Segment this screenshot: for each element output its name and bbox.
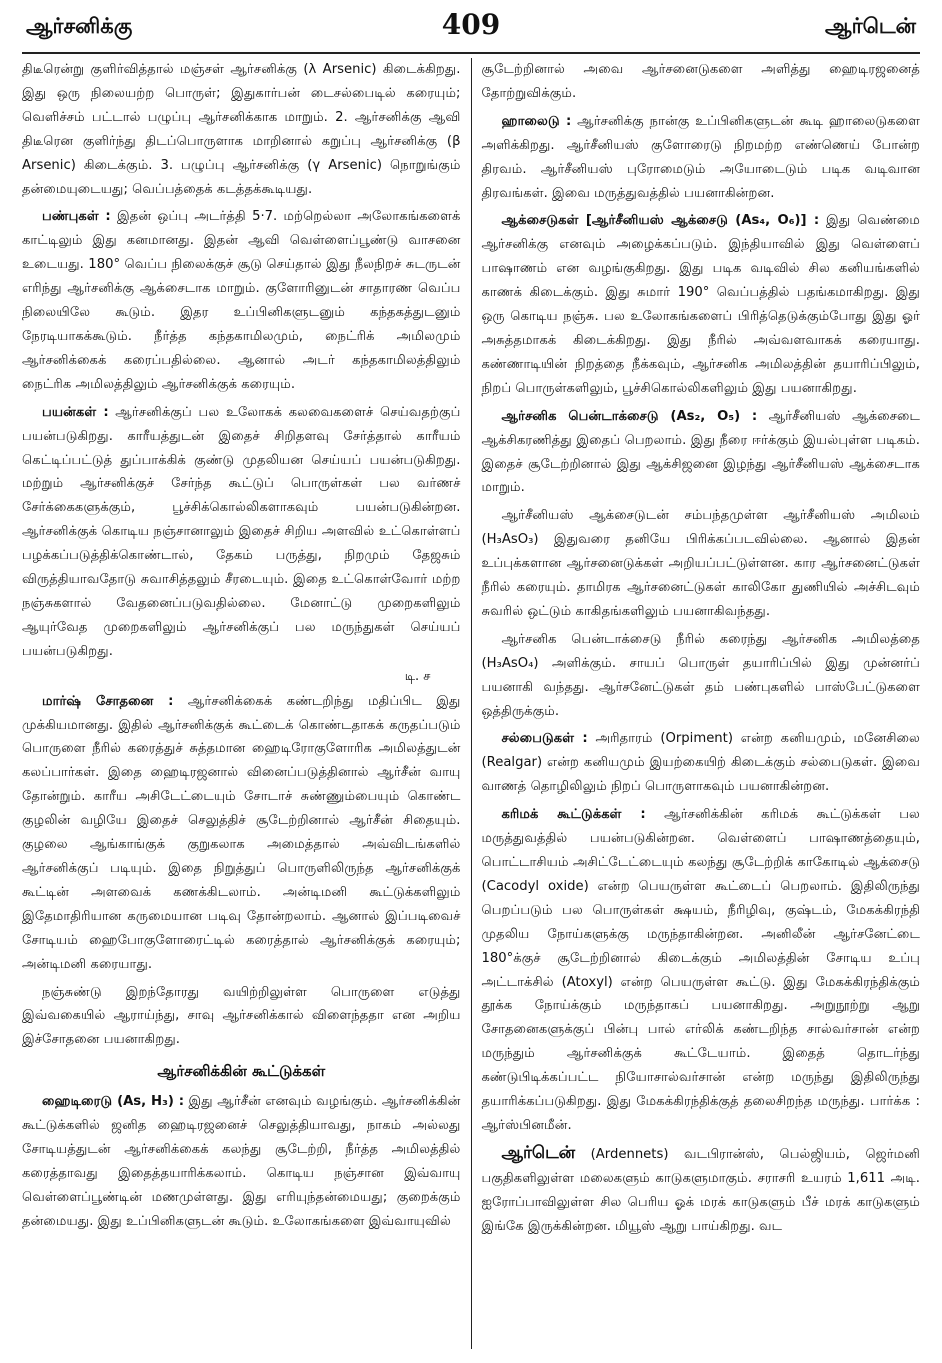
oxides-text: இது வெண்மை ஆர்சனிக்கு எனவும் அழைக்கப்படும். இந்தியாவில் இது வெள்ளைப் பாஷாணம் என வழங்குகிறது. இது படிக வடிவில் சில கனியங்களில் காணக் கிடைக்கும். இது சுமார் 190° வெப்பத்தில் பதங்கமாகிறது. இது ஒரு கொடிய நஞ்சு. பல உலோகங்களைப் பிரித்தெடுக்கும்போது இது ஓர் அசுத்தமாகக் கிடைக்கிறது. இது நீரில் அவ்வளவாகக் கரையாது. கண்ணாடியின் நிறத்தை நீக்கவும், ஆர்சனிக அமிலத்தின் தயாரிப்பிலும், நிறப் பொருள்களிலும், பூச்சிகொல்லிகளிலும் இது பயனாகிறது. bbox=[481, 213, 920, 396]
pentoxide-term: ஆர்சனிக பென்டாக்சைடு (As₂, O₅) : bbox=[501, 408, 758, 424]
ardennes-text: (Ardennets) வடபிரான்ஸ், பெல்ஜியம், ஜெர்மனி பகுதிகளிலுள்ள மலைகளும் காடுகளுமாகும். சராசரி உயரம் 1,611 அடி. ஐரோப்பாவிலுள்ள சில பெரிய ஓக் மரக் காடுகளும் பீச் மரக் காடுகளும் இங்கே இருக்கின்றன. மியூஸ் ஆறு பாய்கிறது. வட bbox=[481, 1146, 920, 1234]
oxides-term: ஆக்சைடுகள் [ஆர்சீனியஸ் ஆக்சைடு (As₄, O₆)] : bbox=[501, 213, 820, 229]
right-paragraph-organic bbox=[482, 803, 921, 1138]
left-paragraph-hydride bbox=[22, 1090, 461, 1233]
header-left-guideword: ஆர்சனிக்கு bbox=[26, 14, 133, 38]
ardennes-entry-head: ஆர்டென் bbox=[501, 1142, 576, 1163]
page-number: 409 bbox=[441, 8, 501, 41]
right-paragraph-arsenious-acid: ஆர்சீனியஸ் ஆக்சைடுடன் சம்பந்தமுள்ள ஆர்சீனியஸ் அமிலம் (H₃AsO₃) இதுவரை தனியே பிரிக்கப்படவில்லை. ஆனால் இதன் உப்புக்களான ஆர்சனைடுக்கள் அறியப்பட்டுள்ளன. கார ஆர்சனைட்டுகள் நீரில் கரையும். தாமிரக ஆர்சனைட்டுகள் காலிகோ துணியில் அச்சிடவும் சுவரில் ஒட்டும் காகிதங்களிலும் பயனாகிவந்தது. bbox=[481, 508, 920, 619]
pentoxide-text: ஆர்சீனியஸ் ஆக்சைடை ஆக்சிகரணித்து இதைப் பெறலாம். இது நீரை ஈர்க்கும் இயல்புள்ள படிகம். இதைச் சூடேற்றினால் இது ஆக்சிஜனை இழந்து ஆர்சீனியஸ் ஆக்சைடாக மாறும். bbox=[481, 408, 920, 496]
hydride-term: ஹைடிரைடு (As, H₃) : bbox=[42, 1094, 185, 1110]
left-paragraph-1: திடீரென்று குளிர்வித்தால் மஞ்சள் ஆர்சனிக்கு (λ Arsenic) கிடைக்கிறது. இது ஒரு நிலையற்ற பொருள்; இதுகார்பன் டைசல்பைடில் கரையும்; வெளிச்சம் பட்டால் பழுப்பு ஆர்சனிக்காக மாறும். 2. ஆர்சனிக்கு ஆவி திடீரென குளிர்ந்து திடப்பொருளாக மாறினால் கறுப்பு ஆர்சனிக்கு (β Arsenic) கிடைக்கும். 3. பழுப்பு ஆர்சனிக்கு (γ Arsenic) நொறுங்கும் தன்மையுடையது; வெப்பத்தைக் கடத்தக்கூடியது. bbox=[22, 62, 461, 197]
organic-compounds-text: ஆர்சனிக்கின் கரிமக் கூட்டுக்கள் பல மருத்துவத்தில் பயன்படுகின்றன. வெள்ளைப் பாஷாணத்தையும், பொட்டாசியம் அசிட்டேட்டையும் கலந்து சூடேற்றிக் காகோடில் ஆக்சைடு (Cacodyl oxide) என்ற பெயருள்ள கூட்டைப் பெறலாம். இதிலிருந்து பெறப்படும் பல பொருள்கள் க்ஷயம், நீரிழிவு, குஷ்டம், மேகக்கிரந்தி முதலிய நோய்களுக்கு மருந்தாகின்றன. அனிலீன் ஆர்சனேட்டை 180°க்குச் சூடேற்றினால் கிடைக்கும் அமிலத்தின் சோடிய உப்பு அட்டாக்சில் (Atoxyl) என்ற பெயருள்ள கூட்டு. இது மேகக்கிரந்திக்கும் தூக்க நோய்க்கும் மருந்தாகப் பயனாகிறது. அறுநூற்று ஆறு சோதனைகளுக்குப் பின்பு பால் எர்லிக் கண்டறிந்த சால்வர்சான் என்ற மருந்தும் ஆர்சனிக்குக் கூட்டேயாம். இதைத் தொடர்ந்து கண்டுபிடிக்கப்பட்ட நியோசால்வர்சான் என்ற மருந்து இதிலிருந்து தயாரிக்கப்படுகிறது. இது மேகக்கிரந்திக்குத் தலைசிறந்த மருந்து. பார்க்க : ஆர்ஸ்பினமீன். bbox=[481, 807, 920, 1133]
marsh-test-term: மார்ஷ் சோதனை : bbox=[42, 693, 174, 709]
properties-text: இதன் ஒப்பு அடர்த்தி 5·7. மற்றெல்லா அலோகங்களைக் காட்டிலும் இது கனமானது. இதன் ஆவி வெள்ளைப்பூண்டு வாசனை உடையது. 180° வெப்ப நிலைக்குச் சூடு செய்தால் இது நீலநிறச் சுடருடன் எரிந்து ஆர்சனிக்கு ஆக்சைடாக மாறும். குளோரினுடன் சாதாரண வெப்ப நிலையிலே கூடும். இதர உப்பினிகளுடனும் கந்தகத்துடனும் நேரடியாகக்கூடும். நீர்த்த கந்தகாமிலமும், நைட்ரிக் அமிலமும் ஆர்சனிக்கைக் கரைப்பதில்லை. ஆனால் அடர் கந்தகாமிலத்திலும் நைட்ரிக அமிலத்திலும் ஆர்சனிக்குக் கரையும். bbox=[22, 209, 461, 392]
left-paragraph-marsh-test bbox=[22, 690, 461, 977]
left-paragraph-uses bbox=[22, 401, 461, 664]
right-paragraph-sulphides bbox=[482, 727, 921, 799]
right-paragraph-arsenic-acid: ஆர்சனிக பென்டாக்சைடு நீரில் கரைந்து ஆர்சனிக அமிலத்தை (H₃AsO₄) அளிக்கும். சாயப் பொருள் தயாரிப்பில் இது முன்னர்ப் பயனாகி வந்தது. ஆர்சனேட்டுகள் தம் பண்புகளில் பாஸ்பேட்டுகளை ஒத்திருக்கும். bbox=[481, 631, 920, 719]
organic-compounds-term: கரிமக் கூட்டுக்கள் : bbox=[501, 807, 646, 823]
properties-term: பண்புகள் : bbox=[42, 209, 111, 225]
header-rule bbox=[22, 52, 920, 54]
right-paragraph-1: சூடேற்றினால் அவை ஆர்சனைடுகளை அளித்து ஹைடிரஜனைத் தோற்றுவிக்கும். bbox=[481, 62, 920, 101]
hydride-text: இது ஆர்சீன் எனவும் வழங்கும். ஆர்சனிக்கின் கூட்டுக்களில் ஜனித ஹைடிரஜனைச் செலுத்தியாவது, நாகம் அல்லது சோடியத்துடன் ஆர்சனிக்கைக் கலந்து சூடேற்றி, நீர்த்த அமிலத்தில் கரைத்தாவது இதைத்தயாரிக்கலாம். கொடிய நஞ்சான இவ்வாயு வெள்ளைப்பூண்டின் மணமுள்ளது. இது எரியுந்தன்மையது; குறைக்கும் தன்மையது. இது உப்பினிகளுடன் கூடும். உலோகங்களை இவ்வாயுவில் bbox=[22, 1094, 461, 1229]
right-paragraph-oxides bbox=[482, 209, 921, 400]
page-header bbox=[22, 8, 920, 54]
right-column bbox=[472, 58, 921, 1349]
section-heading-compounds: ஆர்சனிக்கின் கூட்டுக்கள் bbox=[157, 1062, 326, 1081]
left-column bbox=[22, 58, 471, 1349]
sulphides-term: சல்பைடுகள் : bbox=[501, 731, 588, 747]
right-paragraph-halide bbox=[482, 110, 921, 206]
text-columns bbox=[22, 58, 920, 1349]
header-right-guideword: ஆர்டென் bbox=[825, 14, 916, 38]
left-paragraph-properties bbox=[22, 205, 461, 396]
right-paragraph-ardennes bbox=[482, 1142, 921, 1239]
right-paragraph-pentoxide bbox=[482, 405, 921, 501]
halide-term: ஹாலைடு : bbox=[501, 113, 572, 129]
marsh-test-text: ஆர்சனிக்கைக் கண்டறிந்து மதிப்பிட இது முக்கியமானது. இதில் ஆர்சனிக்குக் கூட்டைக் கொண்டதாகக் கருதப்படும் பொருளை நீரில் கரைத்துச் சுத்தமான ஹைடிரோகுளோரிக அமிலத்துடன் கலப்பார்கள். இதை ஹைடிரஜனால் வினைப்படுத்தினால் ஆர்சீன் வாயு தோன்றும். காரீய அசிடேட்டையும் சோடாச் சுண்ணும்பையும் கொண்ட குழலின் வழியே இதைச் செலுத்திச் சூடேற்றினால் ஆர்சீன் சிதையும். குழலை ஆங்காங்குக் குறுகலாக அமைத்தால் அவ்விடங்களில் ஆர்சனிக்குப் படியும். இதை நிறுத்துப் பொருளிலிருந்த ஆர்சனிக்குக் கூட்டின் அளவைக் கணக்கிடலாம். அன்டிமனி கூட்டுக்களிலும் இதேமாதிரியான கருமையான படிவு தோன்றலாம். ஆனால் இப்படிவைச் சோடியம் ஹைபோகுளோரைட்டில் கரைத்தால் ஆர்சனிக்குக் கரையும்; அன்டிமனி கரையாது. bbox=[22, 693, 461, 972]
left-paragraph-poison-test: நஞ்சுண்டு இறந்தோரது வயிற்றிலுள்ள பொருளை எடுத்து இவ்வகையில் ஆராய்ந்து, சாவு ஆர்சனிக்கால் விளைந்ததா என அறிய இச்சோதனை பயனாகிறது. bbox=[22, 984, 461, 1048]
halide-text: ஆர்சனிக்கு நான்கு உப்பினிகளுடன் கூடி ஹாலைடுகளை அளிக்கிறது. ஆர்சீனியஸ் குளோரைடு நிறமற்ற எண்ணெய் போன்ற திரவம். ஆர்சீனியஸ் புரோமைடும் அயோடைடும் படிக வடிவான திரவங்கள். இவை மருத்துவத்தில் பயனாகின்றன. bbox=[481, 113, 920, 201]
sulphides-text: அரிதாரம் (Orpiment) என்ற கனியமும், மனேசிலை (Realgar) என்ற கனியமும் இயற்கையிற் கிடைக்கும் சல்பைடுகள். இவை வாணத் தொழிலிலும் நிறப் பொருளாகவும் பயனாகின்றன. bbox=[481, 731, 920, 795]
author-initials: டி. ச bbox=[404, 668, 431, 684]
uses-text: ஆர்சனிக்குப் பல உலோகக் கலவைகளைச் செய்வதற்குப் பயன்படுகிறது. காரீயத்துடன் இதைச் சிறிதளவு சேர்த்தால் காரீயம் கெட்டிப்பட்டுத் துப்பாக்கிக் குண்டு முதலியன செய்யப் பயன்படுகிறது. மற்றும் ஆர்சனிக்குச் சேர்ந்த கூட்டுப் பொருள்கள் பல வர்ணச் சேர்க்கைகளுக்கும், பூச்சிக்கொல்லிகளாகவும் பயன்படுகின்றன. ஆர்சனிக்குக் கொடிய நஞ்சானாலும் இதைச் சிறிய அளவில் உட்கொள்ளப் பழக்கப்படுத்திக்கொண்டால், தேகம் பருத்து, நிறமும் தேஜசும் விருத்தியாவதோடு சுவாசித்தலும் சீரடையும். இதை உட்கொள்வோர் மற்ற நஞ்சுகளால் வேதனைப்படுவதில்லை. மேனாட்டு முறைகளிலும் ஆயுர்வேத முறைகளிலும் ஆர்சனிக்குப் பல மருந்துகள் செய்யப் பயன்படுகிறது. bbox=[22, 404, 461, 659]
uses-term: பயன்கள் : bbox=[42, 404, 109, 420]
